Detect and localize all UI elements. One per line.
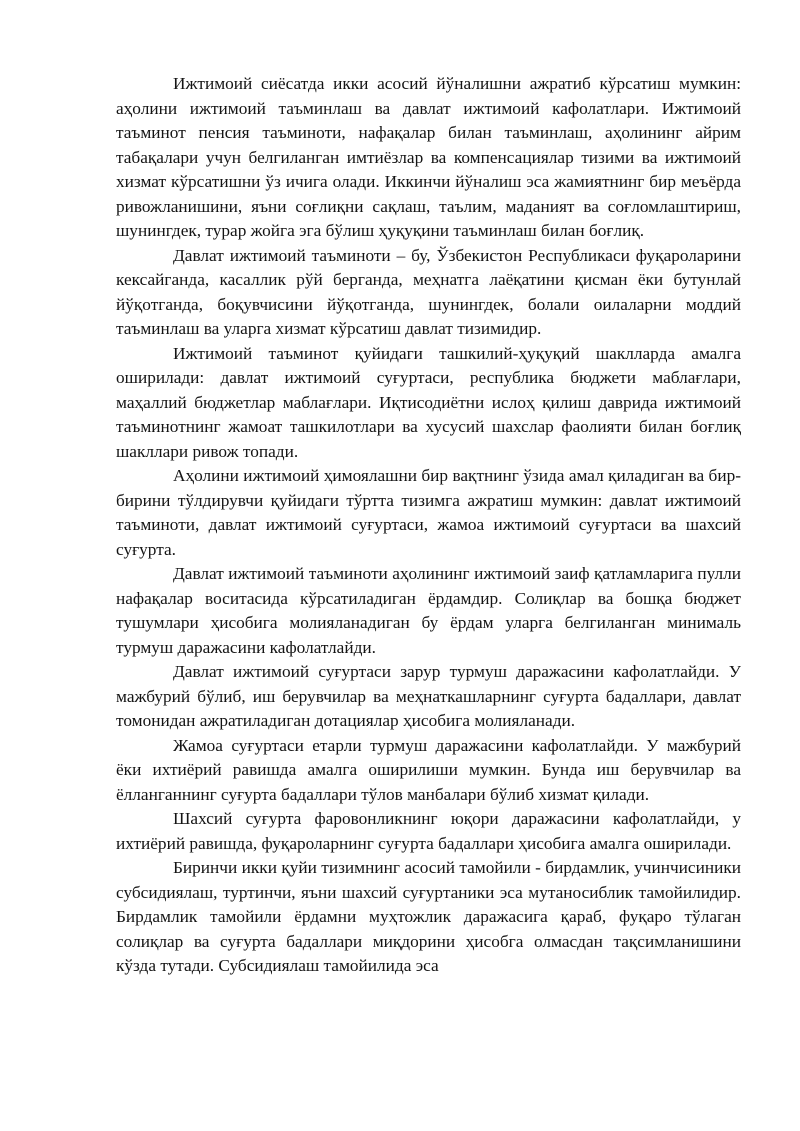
paragraph-social-policy-directions: Ижтимоий сиёсатда икки асосий йўналишни ажратиб кўрсатиш мумкин: аҳолини ижтимоий таъминлаш ва давлат ижтимоий кафолатлари. Ижтимоий таъминот пенсия таъминоти, нафақалар билан таъминлаш, аҳолининг айрим табақалари учун белгиланган имтиёзлар ва компенсациялар тизими ва ижтимоий хизмат кўрсатишни ўз ичига олади. Иккинчи йўналиш эса жамиятнинг бир меъёрда ривожланишини, яъни соғлиқни сақлаш, таълим, маданият ва соғломлаштириш, шунингдек, турар жойга эга бўлиш ҳуқуқини таъминлаш билан боғлиқ. [116, 74, 741, 240]
paragraph-organizational-legal-forms: Ижтимоий таъминот қуйидаги ташкилий-ҳуқуқий шаклларда амалга оширилади: давлат ижтимоий суғуртаси, республика бюджети маблағлари, маҳаллий бюджетлар маблағлари. Иқтисодиётни ислоҳ қилиш даврида ижтимоий таъминотнинг жамоат ташкилотлари ва хусусий шахслар фаолияти билан боғлиқ шакллари ривож топади. [116, 343, 741, 461]
paragraph-four-subsystems: Аҳолини ижтимоий ҳимоялашни бир вақтнинг ўзида амал қиладиган ва бир-бирини тўлдирувчи қуйидаги тўртта тизимга ажратиш мумкин: давлат ижтимоий таъминоти, давлат ижтимоий суғуртаси, жамоа ижтимоий суғуртаси ва шахсий суғурта. [116, 466, 741, 559]
paragraph-state-social-security-definition: Давлат ижтимоий таъминоти – бу, Ўзбекистон Республикаси фуқароларини кексайганда, касаллик рўй берганда, меҳнатга лаёқатини қисман ёки бутунлай йўқотганда, боқувчисини йўқотганда, шунингдек, болали оилаларни моддий таъминлаш ва уларга хизмат кўрсатиш давлат тизимидир. [116, 245, 741, 338]
paragraph-personal-insurance: Шахсий суғурта фаровонликнинг юқори даражасини кафолатлайди, у ихтиёрий равишда, фуқароларнинг суғурта бадаллари ҳисобига амалга оширилади. [116, 809, 741, 853]
paragraph-state-social-security-aid: Давлат ижтимоий таъминоти аҳолининг ижтимоий заиф қатламларига пулли нафақалар воситасида кўрсатиладиган ёрдамдир. Солиқлар ва бошқа бюджет тушумлари ҳисобига молияланадиган бу ёрдам уларга белгиланган минималь турмуш даражасини кафолатлайди. [116, 564, 741, 657]
paragraph-collective-insurance: Жамоа суғуртаси етарли турмуш даражасини кафолатлайди. У мажбурий ёки ихтиёрий равишда амалга оширилиши мумкин. Бунда иш берувчилар ва ёлланганнинг суғурта бадаллари тўлов манбалари бўлиб хизмат қилади. [116, 735, 741, 804]
paragraph-state-social-insurance: Давлат ижтимоий суғуртаси зарур турмуш даражасини кафолатлайди. У мажбурий бўлиб, иш берувчилар ва меҳнаткашларнинг суғурта бадаллари, давлат томонидан ажратиладиган дотациялар ҳисобига молияланади. [116, 662, 741, 730]
paragraph-principles: Биринчи икки қуйи тизимнинг асосий тамойили - бирдамлик, учинчисиники субсидиялаш, туртинчи, яъни шахсий суғуртаники эса мутаносиблик тамойилидир. Бирдамлик тамойили ёрдамни муҳтожлик даражасига қараб, фуқаро тўлаган солиқлар ва суғурта бадаллари миқдорини ҳисобга олмасдан тақсимланишини кўзда тутади. Субсидиялаш тамойилида эса [116, 858, 741, 975]
document-body [116, 72, 741, 979]
